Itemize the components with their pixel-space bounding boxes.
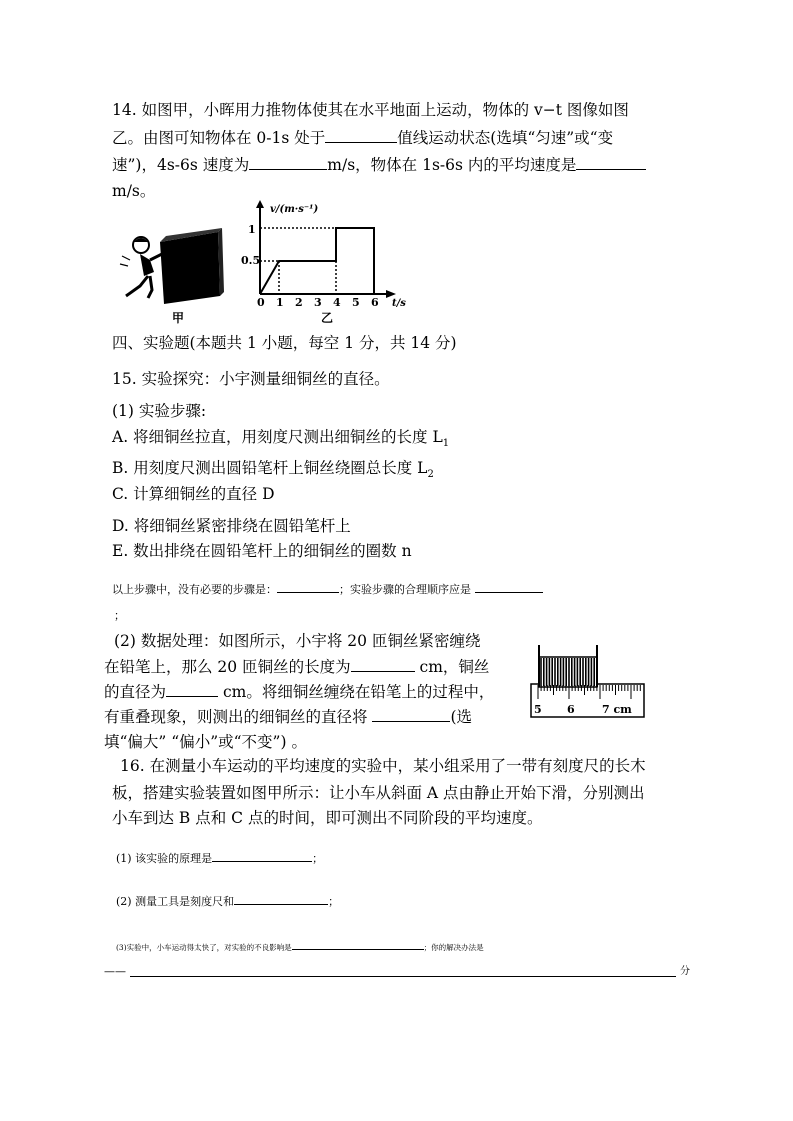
q15-p2-l2b: cm，铜丝 <box>419 658 490 676</box>
q15-p2-l4b: (选 <box>450 708 473 726</box>
q15-note-line <box>112 580 543 600</box>
q15-p2-l3a: 的直径为 <box>104 683 167 701</box>
ruler-label-5: 5 <box>534 703 542 716</box>
q16-blank-principle[interactable] <box>212 850 312 862</box>
q14-line2-start: 乙。由图可知物体在 0-1s 处于 <box>112 129 326 147</box>
ruler-figure-svg <box>530 637 646 719</box>
q16-part2 <box>116 892 339 912</box>
q16-blank-effect[interactable] <box>292 942 424 950</box>
q15-step-b-text: B. 用刻度尺测出圆铅笔杆上铜丝绕圈总长度 L <box>112 459 428 477</box>
q15-p2-l3b: cm。将细铜丝缠绕在铅笔上的过程中， <box>222 683 495 701</box>
x-tick-label: 2 <box>295 296 303 309</box>
y-axis-label: v/(m·s⁻¹) <box>270 204 319 215</box>
ruler-figure <box>530 637 646 719</box>
q15-note-c: ； <box>114 609 125 622</box>
q15-p2-l5: 填“偏大” “偏小”或“不变”) 。 <box>104 733 307 751</box>
q14-line4: m/s。 <box>112 182 156 200</box>
q14-line1: 14. 如图甲，小晖用力推物体使其在水平地面上运动，物体的 v−t 图像如图 <box>112 101 629 119</box>
q16-line3: 小车到达 B 点和 C 点的时间，即可测出不同阶段的平均速度。 <box>112 809 543 827</box>
q15-sub1: (1) 实验步骤: <box>112 402 207 420</box>
y-tick-1: 1 <box>248 223 256 236</box>
q14-figure-svg <box>110 198 420 326</box>
q16-part3-dash: —— <box>104 965 126 978</box>
q14-line3-start: 速”)，4s-6s 速度为 <box>112 156 250 174</box>
q15-note-b: ；实验步骤的合理顺序应是 <box>339 583 471 596</box>
q16-part2-text: (2) 测量工具是刻度尺和 <box>116 895 235 908</box>
q15-note-a: 以上步骤中，没有必要的步骤是： <box>112 583 277 596</box>
q16-part1-end: ； <box>312 852 324 865</box>
q15-step-b <box>112 458 434 485</box>
q14-blank1[interactable] <box>325 128 397 143</box>
label-yi: 乙 <box>321 311 334 325</box>
x-tick-label: 0 <box>257 296 265 309</box>
x-tick-label: 1 <box>276 296 284 309</box>
x-tick-label: 3 <box>314 296 322 309</box>
q14-line3 <box>112 155 646 175</box>
q15-step-a-text: A. 将细铜丝拉直，用刻度尺测出细铜丝的长度 L <box>112 428 443 446</box>
x-tick-label: 5 <box>352 296 360 309</box>
q16-part3-solution: ；你的解决办法是 <box>423 943 484 952</box>
q15-p2-l4 <box>104 707 472 727</box>
q15-step-d: D. 将细铜丝紧密排绕在圆铅笔杆上 <box>112 517 351 535</box>
x-ticks <box>257 296 379 309</box>
q15-p2-l1: (2) 数据处理：如图所示，小宇将 20 匝铜丝紧密缠绕 <box>114 632 481 650</box>
q16-part1-text: (1) 该实验的原理是 <box>116 852 213 865</box>
vt-lines <box>260 228 374 294</box>
q14-line2-end: 值线运动状态(选填“匀速”或“变 <box>397 129 614 147</box>
q16-part3-fen: 分 <box>680 966 690 977</box>
q16-part1 <box>116 849 323 869</box>
q15-blank-length[interactable] <box>351 657 415 672</box>
q15-p2-l2a: 在铅笔上，那么 20 匝铜丝的长度为 <box>104 658 351 676</box>
q16-solution-line[interactable] <box>130 976 676 977</box>
q15-title: 15. 实验探究：小宇测量细铜丝的直径。 <box>112 370 390 388</box>
q14-blank3[interactable] <box>576 155 646 170</box>
q14-blank2[interactable] <box>249 155 327 170</box>
x-axis-label: t/s <box>392 298 406 309</box>
q14-line2 <box>112 128 613 148</box>
x-tick-label: 6 <box>371 296 379 309</box>
y-tick-0_5: 0.5 <box>241 254 261 267</box>
q14-figure <box>110 198 420 326</box>
y-axis-arrow <box>256 200 264 208</box>
q16-part3-text: (3)实验中，小车运动得太快了，对实验的不良影响是 <box>116 943 292 952</box>
q14-line3-mid: m/s，物体在 1s-6s 内的平均速度是 <box>327 156 577 174</box>
ruler-label-6: 6 <box>567 703 575 716</box>
q15-step-a-sub: 1 <box>442 438 450 450</box>
q15-p2-l2 <box>104 657 489 677</box>
section-4-heading: 四、实验题(本题共 1 小题，每空 1 分，共 14 分) <box>112 334 457 352</box>
q15-step-c: C. 计算细铜丝的直径 D <box>112 485 275 503</box>
q15-blank-unnecessary[interactable] <box>277 582 339 593</box>
q16-line2: 板，搭建实验装置如图甲所示：让小车从斜面 A 点由静止开始下滑，分别测出 <box>112 784 645 802</box>
q16-blank-tool[interactable] <box>234 893 328 905</box>
q15-blank-diameter[interactable] <box>166 682 218 697</box>
q16-part2-end: ； <box>328 895 340 908</box>
q15-step-e: E. 数出排绕在圆铅笔杆上的细铜丝的圈数 n <box>112 542 412 560</box>
x-tick-label: 4 <box>333 296 341 309</box>
q15-blank-order[interactable] <box>475 582 543 593</box>
person-pushing-illustration <box>120 228 224 304</box>
q15-p2-l4a: 有重叠现象，则测出的细铜丝的直径将 <box>104 708 368 726</box>
q15-blank-effect[interactable] <box>372 707 450 722</box>
q15-p2-l3 <box>104 682 494 702</box>
label-jia: 甲 <box>172 311 185 325</box>
q15-step-b-sub: 2 <box>427 469 434 481</box>
ruler-label-7cm: 7 cm <box>602 703 632 716</box>
q15-step-a <box>112 427 449 454</box>
vt-graph <box>241 200 406 309</box>
q16-line1: 16. 在测量小车运动的平均速度的实验中，某小组采用了一带有刻度尺的长木 <box>120 757 646 775</box>
x-axis-arrow <box>386 290 396 298</box>
q16-part3 <box>116 938 484 958</box>
